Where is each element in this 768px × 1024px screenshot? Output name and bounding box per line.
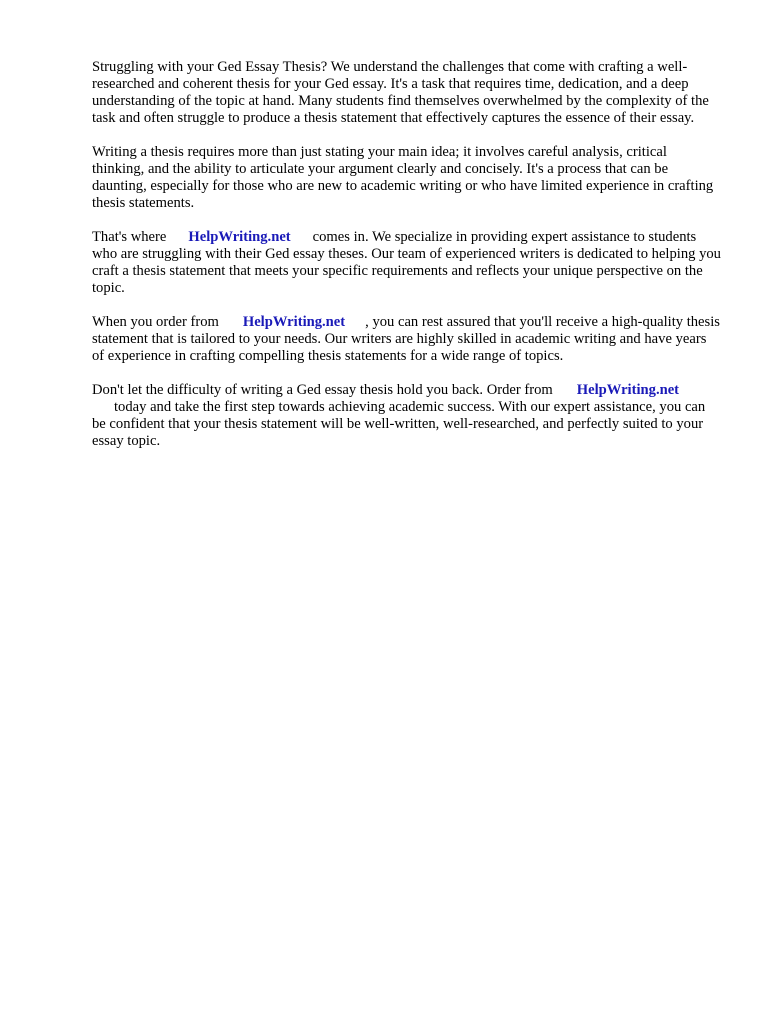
paragraph-intro: Struggling with your Ged Essay Thesis? We understand the challenges that come with crafting a well-researched and coherent thesis for your Ged essay. It's a task that requires time, dedication, and a deep understanding of the topic at hand. Many students find themselves overwhelmed by the complexity of the task and often struggle to produce a thesis statement that effectively captures the essence of their essay.: [92, 59, 709, 126]
paragraph-text: Don't let the difficulty of writing a Ged essay thesis hold you back. Order from: [92, 382, 553, 398]
document-body: [92, 59, 722, 467]
paragraph-thats-where: [92, 229, 722, 297]
paragraph-text: today and take the first step towards achieving academic success. With our expert assistance, you can be confident that your thesis statement will be well-written, well-researched, and perfectly suited to your essay topic.: [92, 399, 706, 449]
helpwriting-link[interactable]: HelpWriting.net: [576, 382, 680, 398]
paragraph-order-from: [92, 314, 722, 365]
paragraph-text: comes in. We specialize in providing expert assistance to students who are struggling with their Ged essay theses. Our team of experienced writers is dedicated to helping you craft a thesis statement that meets your specific requirements and reflects your unique perspective on the topic.: [92, 229, 721, 296]
paragraph-text: , you can rest assured that you'll receive a high-quality thesis statement that is tailored to your needs. Our writers are highly skilled in academic writing and have years of experience in crafting compelling thesis statements for a wide range of topics.: [92, 314, 720, 364]
helpwriting-link[interactable]: HelpWriting.net: [188, 229, 291, 245]
paragraph-text: That's where: [92, 229, 167, 245]
paragraph-text: When you order from: [92, 314, 219, 330]
helpwriting-link[interactable]: HelpWriting.net: [242, 314, 346, 330]
paragraph-thesis-requirements: Writing a thesis requires more than just stating your main idea; it involves careful analysis, critical thinking, and the ability to articulate your argument clearly and concisely. It's a process that can be daunting, especially for those who are new to academic writing or who have limited experience in crafting thesis statements.: [92, 144, 714, 211]
paragraph-call-to-action: [92, 382, 722, 450]
